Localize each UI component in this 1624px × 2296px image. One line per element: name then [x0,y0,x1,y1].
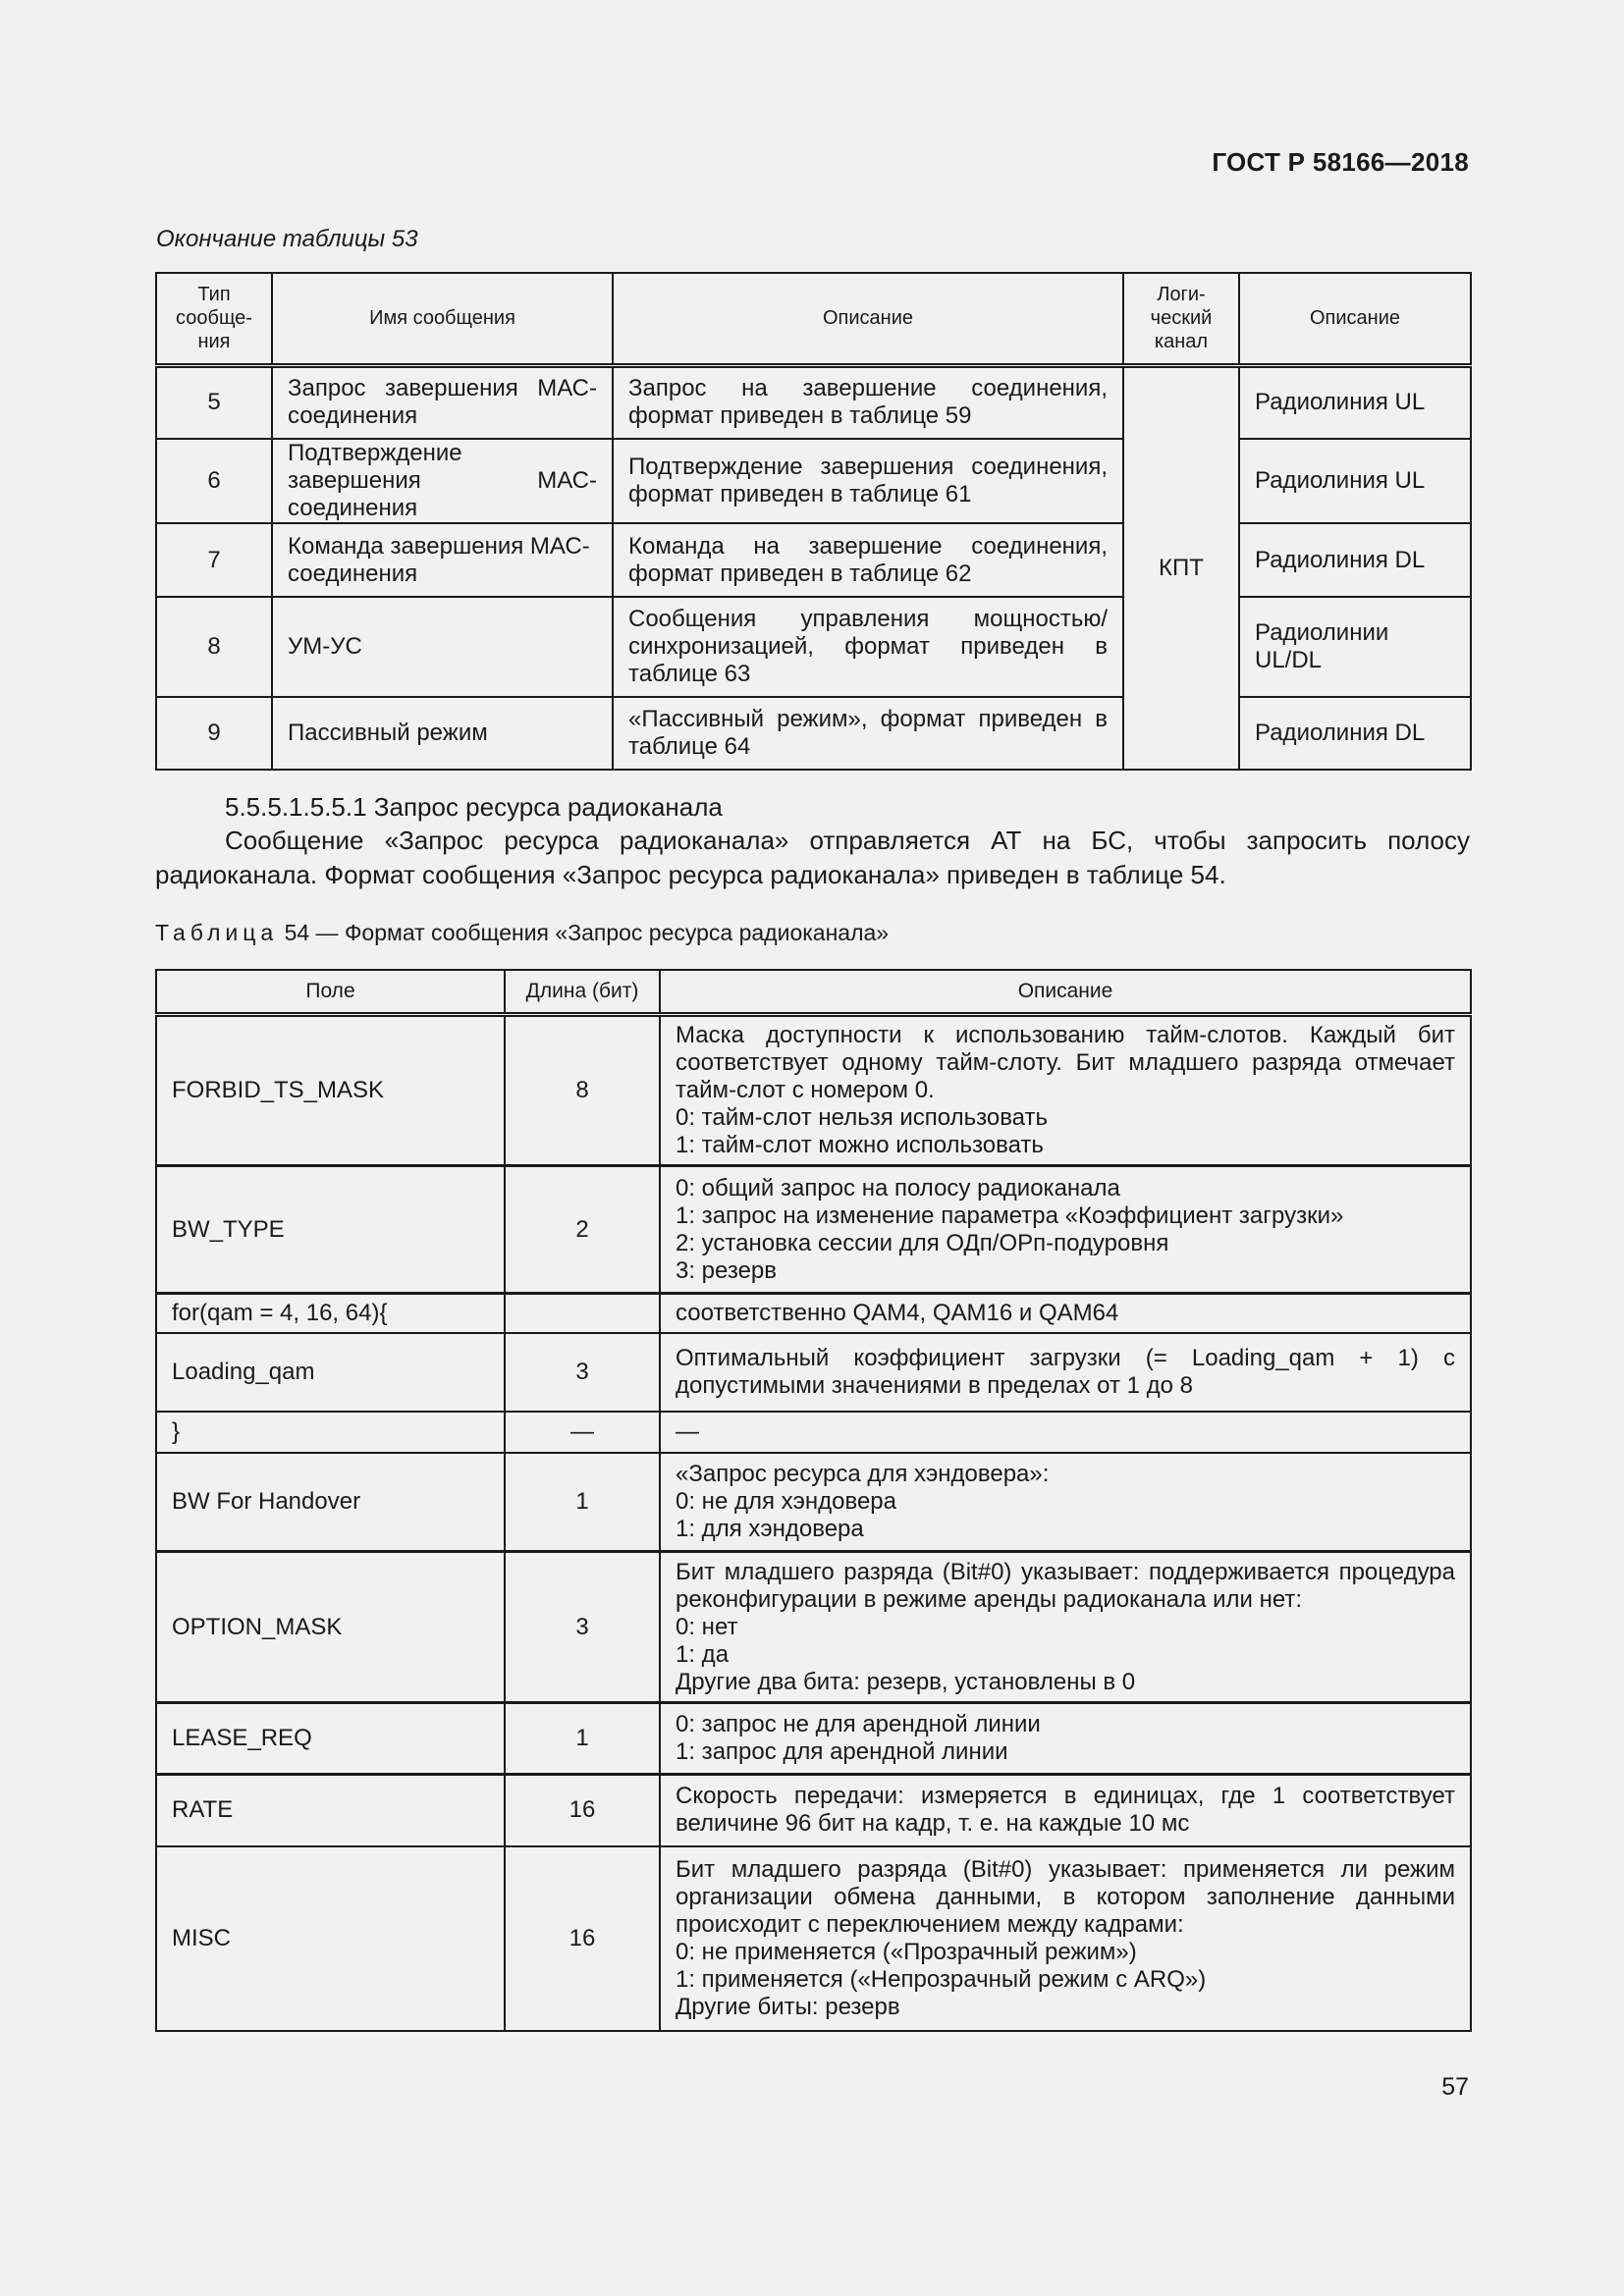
section-paragraph: Сообщение «Запрос ресурса радиоканала» отправляется АТ на БС, чтобы запросить полосу радиоканала. Формат сообщения «Запрос ресурса радиоканала» приведен в таблице 54. [155,826,1470,889]
t54-desc-line: 1: применяется («Непрозрачный режим с ARQ») [676,1965,1207,1993]
t54-desc [660,1015,1471,1166]
t54-desc [660,1333,1471,1412]
table-row [156,365,1471,439]
table-row [156,523,1471,597]
t53-name: Запрос завершения МАС-соединения [272,365,613,439]
t53-header-desc: Описание [613,273,1123,365]
table-row [156,597,1471,697]
table-row [156,1552,1471,1703]
table-row [156,697,1471,770]
document-code: ГОСТ Р 58166—2018 [1212,147,1469,177]
table54-body [156,1015,1471,2031]
t54-desc-line: 0: не для хэндовера [676,1487,896,1515]
t54-desc-line: — [676,1417,699,1445]
t54-desc-line: 1: тайм-слот можно использовать [676,1132,1044,1158]
t54-field: LEASE_REQ [156,1703,505,1775]
t54-length: 8 [505,1015,660,1166]
t54-desc-line: 1: запрос для арендной линии [676,1738,1008,1765]
t53-desc: Команда на завершение соединения, формат приведен в таблице 62 [613,523,1123,597]
t54-desc-line: 0: тайм-слот нельзя использовать [676,1104,1048,1131]
t53-desc: Сообщения управления мощностью/синхронизацией, формат приведен в таблице 63 [613,597,1123,697]
t54-desc [660,1412,1471,1453]
t53-link: Радиолиния UL [1239,439,1471,523]
t53-header-link: Описание [1239,273,1471,365]
table-row [156,1333,1471,1412]
t54-desc [660,1846,1471,2031]
t54-desc-line: 0: общий запрос на полосу радиоканала [676,1174,1120,1201]
t54-desc-line: 3: резерв [676,1256,778,1284]
t54-desc-line: Оптимальный коэффициент загрузки (= Loading_qam + 1) с допустимыми значениями в пределах от 1 до 8 [676,1344,1455,1399]
t54-header-field: Поле [156,970,505,1015]
table-row [156,1166,1471,1294]
table53-caption: Окончание таблицы 53 [156,226,418,252]
t54-length: 2 [505,1166,660,1294]
table-54 [155,969,1472,2032]
t54-desc [660,1703,1471,1775]
t53-link: Радиолиния DL [1239,697,1471,770]
t54-desc-line: Бит младшего разряда (Bit#0) указывает: применяется ли режим организации обмена данными, в котором заполнение данными происходит с переключением между кадрами: [676,1855,1455,1938]
t54-length: 3 [505,1552,660,1703]
t54-length: 1 [505,1453,660,1552]
t54-length: 16 [505,1846,660,2031]
t53-type: 9 [156,697,272,770]
t54-length: — [505,1412,660,1453]
t54-field: for(qam = 4, 16, 64){ [156,1294,505,1333]
t54-field: RATE [156,1775,505,1846]
t54-field: BW_TYPE [156,1166,505,1294]
t53-name: Подтверждение завершения МАС-соединения [272,439,613,523]
t54-desc [660,1453,1471,1552]
table-row [156,1015,1471,1166]
t53-type: 7 [156,523,272,597]
t54-length: 16 [505,1775,660,1846]
t54-length: 1 [505,1703,660,1775]
t54-field: FORBID_TS_MASK [156,1015,505,1166]
t54-desc-line: 0: не применяется («Прозрачный режим») [676,1938,1137,1965]
t54-field: MISC [156,1846,505,2031]
t53-channel: КПТ [1123,365,1239,770]
t54-desc-line: Другие биты: резерв [676,1993,900,2020]
t54-field: OPTION_MASK [156,1552,505,1703]
t53-name: Пассивный режим [272,697,613,770]
t53-link: Радиолиния DL [1239,523,1471,597]
t54-length [505,1294,660,1333]
t54-desc-line: Маска доступности к использованию тайм-слотов. Каждый бит соответствует одному тайм-слоту. Бит младшего разряда отмечает тайм-слот с номером 0. [676,1022,1455,1103]
table-53 [155,272,1472,771]
t54-field: } [156,1412,505,1453]
t53-desc: Запрос на завершение соединения, формат приведен в таблице 59 [613,365,1123,439]
t54-desc-line: «Запрос ресурса для хэндовера»: [676,1460,1050,1487]
t54-desc-line: 1: для хэндовера [676,1515,864,1542]
t53-type: 8 [156,597,272,697]
t54-desc-line: 1: запрос на изменение параметра «Коэффициент загрузки» [676,1201,1344,1229]
t54-desc-line: 0: нет [676,1613,738,1640]
table-row [156,1294,1471,1333]
t54-field: Loading_qam [156,1333,505,1412]
t54-desc-line: 2: установка сессии для ОДп/ОРп-подуровня [676,1229,1169,1256]
section-heading: 5.5.5.1.5.5.1 Запрос ресурса радиоканала [225,792,723,822]
table54-caption-label: Таблица [155,920,279,945]
t54-length: 3 [505,1333,660,1412]
t53-name: Команда завершения МАС-соединения [272,523,613,597]
table54-caption [155,920,889,946]
table54-caption-text: 54 — Формат сообщения «Запрос ресурса радиоканала» [284,920,890,945]
t54-desc [660,1775,1471,1846]
t53-header-type: Тип сообще-ния [156,273,272,365]
t54-desc-line: соответственно QAM4, QAM16 и QAM64 [676,1299,1119,1326]
t53-name: УМ-УС [272,597,613,697]
t53-header-channel: Логи-ческий канал [1123,273,1239,365]
t54-desc [660,1552,1471,1703]
t53-link: Радиолинии UL/DL [1239,597,1471,697]
t54-header-length: Длина (бит) [505,970,660,1015]
t54-desc-line: Бит младшего разряда (Bit#0) указывает: поддерживается процедура реконфигурации в режиме аренды радиоканала или нет: [676,1558,1455,1613]
table-row [156,1412,1471,1453]
table-row [156,1846,1471,2031]
table-row [156,1453,1471,1552]
t54-desc-line: 0: запрос не для арендной линии [676,1711,1041,1737]
table53-header-row [156,273,1471,365]
table54-header-row [156,970,1471,1015]
t54-desc [660,1294,1471,1333]
t53-desc: «Пассивный режим», формат приведен в таблице 64 [613,697,1123,770]
t54-desc-line: 1: да [676,1640,730,1668]
table-row [156,1703,1471,1775]
t54-desc [660,1166,1471,1294]
t53-desc: Подтверждение завершения соединения, формат приведен в таблице 61 [613,439,1123,523]
t53-header-name: Имя сообщения [272,273,613,365]
table-row [156,439,1471,523]
table-row [156,1775,1471,1846]
t54-header-desc: Описание [660,970,1471,1015]
t53-link: Радиолиния UL [1239,365,1471,439]
t54-desc-line: Скорость передачи: измеряется в единицах, где 1 соответствует величине 96 бит на кадр, т. е. на каждые 10 мс [676,1783,1455,1838]
t53-type: 6 [156,439,272,523]
t54-field: BW For Handover [156,1453,505,1552]
t54-desc-line: Другие два бита: резерв, установлены в 0 [676,1668,1136,1695]
page-number: 57 [1441,2073,1469,2101]
t53-type: 5 [156,365,272,439]
